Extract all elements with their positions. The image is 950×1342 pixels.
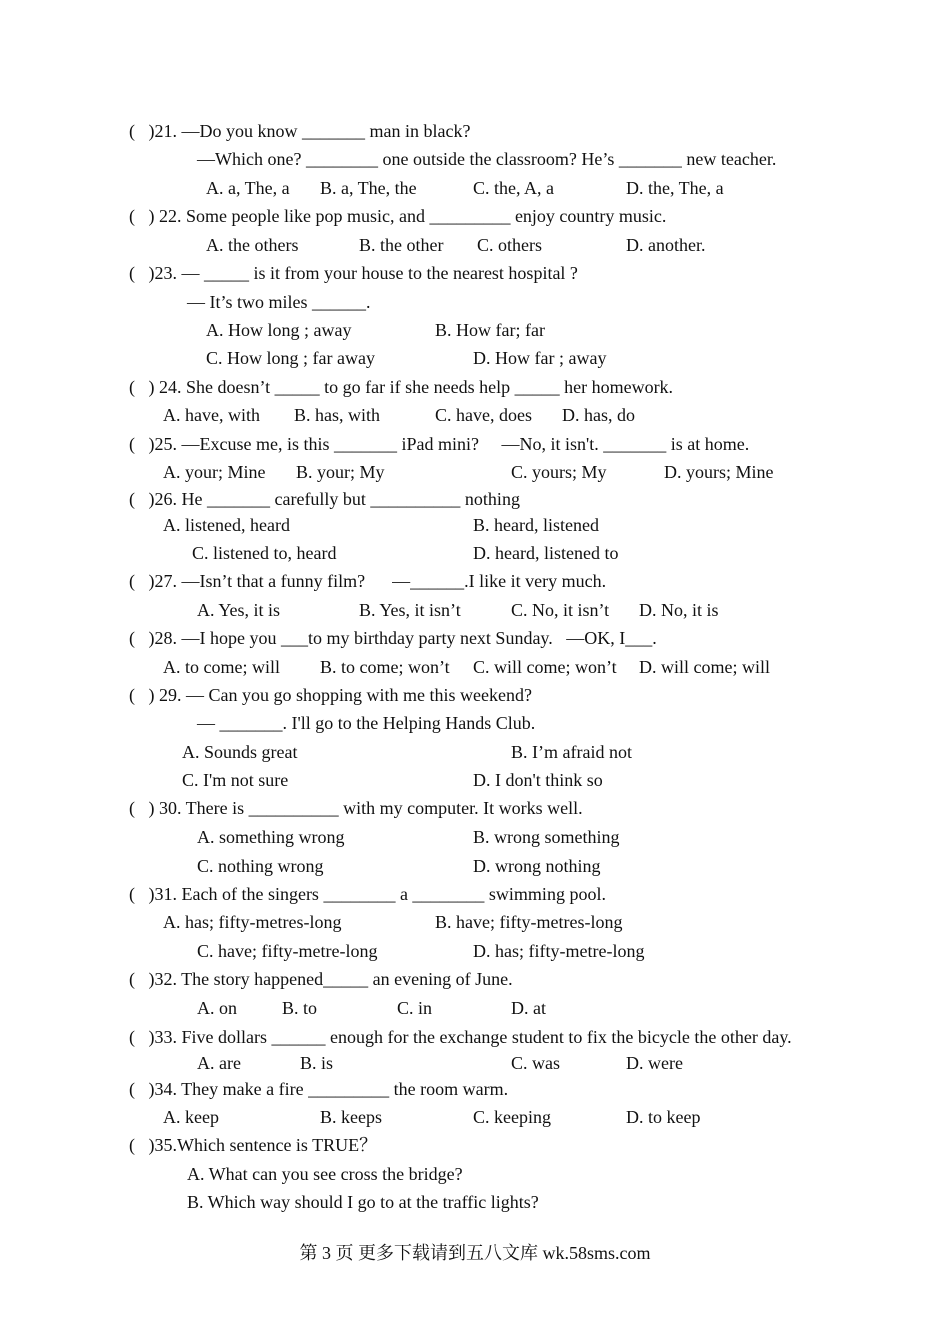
question-24-option-b: B. has, with [294, 405, 381, 425]
question-23-option-c: C. How long ; far away [206, 348, 375, 368]
question-28-option-b: B. to come; won’t [320, 657, 450, 677]
question-27-option-b: B. Yes, it isn’t [359, 600, 461, 620]
question-26-option-d: D. heard, listened to [473, 543, 619, 563]
question-22-stem: ( ) 22. Some people like pop music, and _________ enjoy country music. [129, 206, 667, 226]
question-21-dialogue: —Which one? ________ one outside the classroom? He’s _______ new teacher. [197, 149, 777, 169]
question-24-option-a: A. have, with [163, 405, 260, 425]
question-32-option-d: D. at [511, 998, 546, 1018]
question-26-option-c: C. listened to, heard [192, 543, 337, 563]
question-27-option-c: C. No, it isn’t [511, 600, 610, 620]
question-29-option-d: D. I don't think so [473, 770, 603, 790]
question-22-option-a: A. the others [206, 235, 299, 255]
question-24-option-d: D. has, do [562, 405, 635, 425]
question-25-stem: ( )25. —Excuse me, is this _______ iPad mini? —No, it isn't. _______ is at home. [129, 434, 750, 454]
question-31-option-a: A. has; fifty-metres-long [163, 912, 342, 932]
question-22-option-c: C. others [477, 235, 542, 255]
question-23-stem: ( )23. — _____ is it from your house to the nearest hospital ? [129, 263, 578, 283]
question-27-stem: ( )27. —Isn’t that a funny film? —______.I like it very much. [129, 571, 607, 591]
question-21-stem: ( )21. —Do you know _______ man in black? [129, 121, 471, 141]
question-21-option-a: A. a, The, a [206, 178, 290, 198]
question-32-stem: ( )32. The story happened_____ an evening of June. [129, 969, 513, 989]
question-35-option-a: A. What can you see cross the bridge? [187, 1164, 463, 1184]
question-31-option-c: C. have; fifty-metre-long [197, 941, 378, 961]
question-32-option-b: B. to [282, 998, 318, 1018]
question-34-stem: ( )34. They make a fire _________ the room warm. [129, 1079, 509, 1099]
page-footer: 第 3 页 更多下载请到五八文库 wk.58sms.com [299, 1243, 651, 1263]
question-30-stem: ( ) 30. There is __________ with my computer. It works well. [129, 798, 583, 818]
question-25-option-d: D. yours; Mine [664, 462, 774, 482]
question-31-stem: ( )31. Each of the singers ________ a ________ swimming pool. [129, 884, 606, 904]
question-34-option-d: D. to keep [626, 1107, 701, 1127]
question-31-option-b: B. have; fifty-metres-long [435, 912, 623, 932]
question-29-option-b: B. I’m afraid not [511, 742, 632, 762]
question-28-option-c: C. will come; won’t [473, 657, 617, 677]
question-25-option-b: B. your; My [296, 462, 385, 482]
question-31-option-d: D. has; fifty-metre-long [473, 941, 645, 961]
question-23-option-b: B. How far; far [435, 320, 545, 340]
question-26-option-a: A. listened, heard [163, 515, 290, 535]
question-26-stem: ( )26. He _______ carefully but __________ nothing [129, 489, 520, 509]
question-22-option-b: B. the other [359, 235, 444, 255]
question-32-option-a: A. on [197, 998, 237, 1018]
question-34-option-b: B. keeps [320, 1107, 382, 1127]
question-21-option-b: B. a, The, the [320, 178, 417, 198]
question-34-option-c: C. keeping [473, 1107, 551, 1127]
question-29-option-c: C. I'm not sure [182, 770, 289, 790]
question-28-option-d: D. will come; will [639, 657, 770, 677]
question-24-option-c: C. have, does [435, 405, 532, 425]
question-28-option-a: A. to come; will [163, 657, 280, 677]
question-33-stem: ( )33. Five dollars ______ enough for the exchange student to fix the bicycle the other day. [129, 1027, 792, 1047]
question-22-option-d: D. another. [626, 235, 706, 255]
question-33-option-a: A. are [197, 1053, 241, 1073]
question-28-stem: ( )28. —I hope you ___to my birthday party next Sunday. —OK, I___. [129, 628, 657, 648]
question-30-option-c: C. nothing wrong [197, 856, 324, 876]
question-30-option-a: A. something wrong [197, 827, 345, 847]
question-33-option-c: C. was [511, 1053, 560, 1073]
question-30-option-b: B. wrong something [473, 827, 620, 847]
question-35-option-b: B. Which way should I go to at the traffic lights? [187, 1192, 539, 1212]
question-33-option-b: B. is [300, 1053, 334, 1073]
question-34-option-a: A. keep [163, 1107, 219, 1127]
question-29-dialogue: — _______. I'll go to the Helping Hands Club. [197, 713, 536, 733]
question-23-option-a: A. How long ; away [206, 320, 352, 340]
question-27-option-a: A. Yes, it is [197, 600, 281, 620]
question-23-option-d: D. How far ; away [473, 348, 607, 368]
question-24-stem: ( ) 24. She doesn’t _____ to go far if she needs help _____ her homework. [129, 377, 674, 397]
question-29-option-a: A. Sounds great [182, 742, 298, 762]
question-32-option-c: C. in [397, 998, 433, 1018]
question-23-dialogue: — It’s two miles ______. [187, 292, 371, 312]
question-25-option-a: A. your; Mine [163, 462, 266, 482]
question-27-option-d: D. No, it is [639, 600, 719, 620]
question-33-option-d: D. were [626, 1053, 683, 1073]
question-30-option-d: D. wrong nothing [473, 856, 601, 876]
question-26-option-b: B. heard, listened [473, 515, 599, 535]
question-21-option-c: C. the, A, a [473, 178, 554, 198]
question-29-stem: ( ) 29. — Can you go shopping with me this weekend? [129, 685, 532, 705]
question-35-stem: ( )35.Which sentence is TRUE？ [129, 1135, 378, 1155]
question-21-option-d: D. the, The, a [626, 178, 724, 198]
question-25-option-c: C. yours; My [511, 462, 607, 482]
